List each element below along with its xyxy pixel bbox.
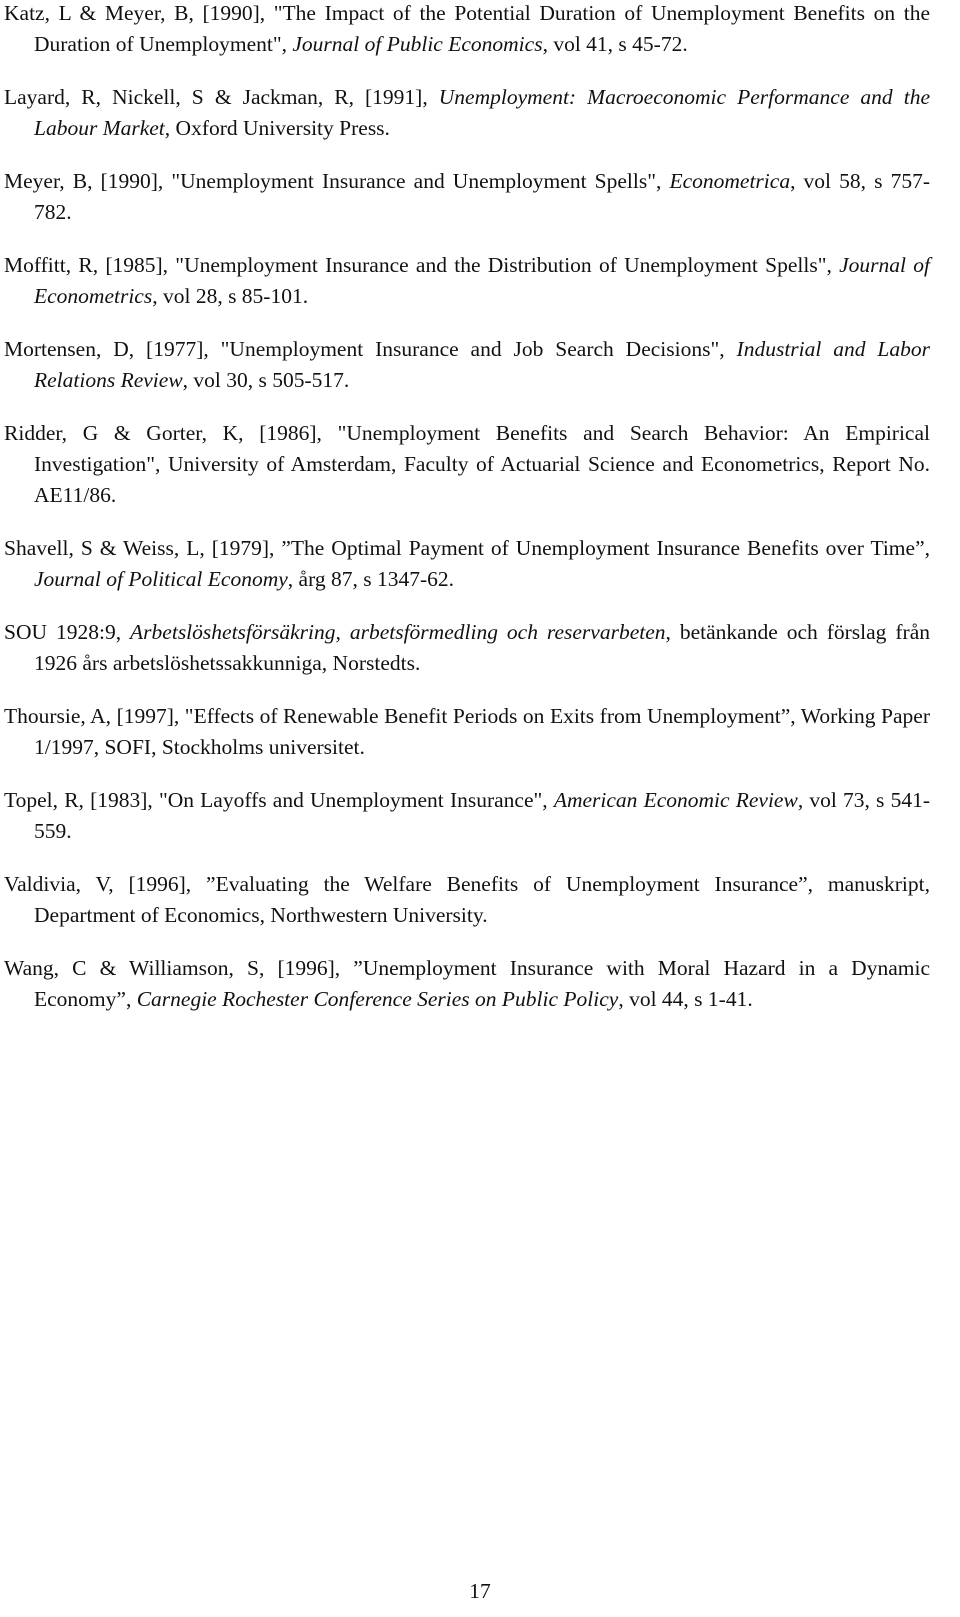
reference-text: Shavell, S & Weiss, L, [1979], ”The Optimal Payment of Unemployment Insurance Benefits over Time”, (4, 536, 930, 560)
reference-text: Wang, C & Williamson, S, [1996], ”Unemployment Insurance with Moral Hazard in a Dynamic Economy”, (4, 956, 930, 1011)
reference-text: Meyer, B, [1990], "Unemployment Insurance and Unemployment Spells", (4, 169, 670, 193)
reference-details: , vol 28, s 85-101. (152, 284, 309, 308)
page-number: 17 (469, 1579, 491, 1603)
reference-entry (4, 617, 930, 679)
reference-entry (4, 953, 930, 1015)
reference-entry (4, 869, 930, 931)
reference-entry (4, 0, 930, 60)
reference-source-title: American Economic Review (553, 788, 798, 812)
reference-details: , vol 44, s 1-41. (618, 987, 753, 1011)
reference-text: SOU 1928:9, (4, 620, 131, 644)
reference-text: Katz, L & Meyer, B, [1990], "The Impact of the Potential Duration of Unemployment Benefits on the Duration of Unemployment", (4, 1, 930, 56)
reference-details: , vol 41, s 45-72. (542, 32, 688, 56)
reference-source-title: Carnegie Rochester Conference Series on Public Policy (136, 987, 619, 1011)
reference-source-title: Journal of Econometrics (34, 253, 930, 308)
reference-list (4, 0, 930, 1037)
reference-details: , årg 87, s 1347-62. (287, 567, 454, 591)
reference-entry (4, 533, 930, 595)
reference-entry (4, 334, 930, 396)
reference-text: Topel, R, [1983], "On Layoffs and Unemployment Insurance", (4, 788, 554, 812)
reference-text: Thoursie, A, [1997], "Effects of Renewable Benefit Periods on Exits from Unemployment”, Working Paper 1/1997, SOFI, Stockholms universitet. (4, 704, 930, 759)
reference-entry (4, 785, 930, 847)
reference-entry (4, 701, 930, 763)
reference-entry (4, 250, 930, 312)
reference-source-title: Unemployment: Macroeconomic Performance and the Labour Market (34, 85, 930, 140)
reference-source-title: Econometrica (669, 169, 791, 193)
reference-text: Ridder, G & Gorter, K, [1986], "Unemployment Benefits and Search Behavior: An Empirical Investigation", University of Amsterdam, Faculty of Actuarial Science and Econometrics, Report No. AE11/86. (4, 421, 930, 507)
reference-source-title: Journal of Political Economy (34, 567, 288, 591)
reference-text: Mortensen, D, [1977], "Unemployment Insurance and Job Search Decisions", (4, 337, 737, 361)
reference-source-title: Journal of Public Economics (292, 32, 543, 56)
reference-entry (4, 418, 930, 511)
reference-entry (4, 82, 930, 144)
reference-text: Layard, R, Nickell, S & Jackman, R, [1991], (4, 85, 439, 109)
reference-text: Moffitt, R, [1985], "Unemployment Insurance and the Distribution of Unemployment Spells", (4, 253, 840, 277)
reference-entry (4, 166, 930, 228)
reference-text: Valdivia, V, [1996], ”Evaluating the Welfare Benefits of Unemployment Insurance”, manuskript, Department of Economics, Northwestern University. (4, 872, 930, 927)
reference-details: , vol 58, s 757-782. (34, 169, 930, 224)
reference-source-title: Industrial and Labor Relations Review (34, 337, 931, 392)
reference-details: , vol 30, s 505-517. (182, 368, 350, 392)
reference-source-title: Arbetslöshetsförsäkring, arbetsförmedling och reservarbeten (130, 620, 666, 644)
reference-details: , vol 73, s 541-559. (34, 788, 930, 843)
reference-details: , Oxford University Press. (164, 116, 390, 140)
reference-details: , betänkande och förslag från 1926 års arbetslöshetssakkunniga, Norstedts. (34, 620, 930, 675)
